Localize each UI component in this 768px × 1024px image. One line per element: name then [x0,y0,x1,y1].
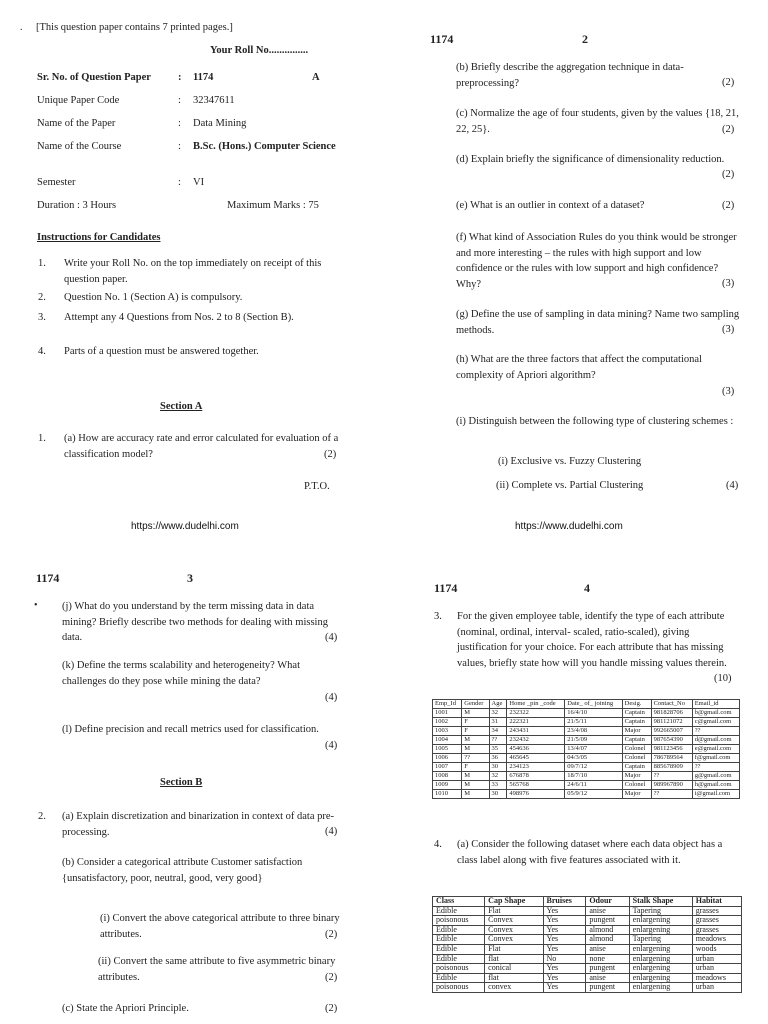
question-1f: (f) What kind of Association Rules do you think would be stronger and more interesting – the rules with high support and low confidence or the rules with low support and high confidence? Why? [456,232,737,290]
margin-dot: . [20,22,23,33]
mushroom-table-cell: Yes [543,944,586,954]
marks: (4) [325,632,338,643]
question-2c: (c) State the Apriori Principle. [62,1003,189,1014]
employee-table-cell: 32 [489,709,507,718]
employee-table-cell: 32 [489,772,507,781]
question-1g: (g) Define the use of sampling in data mining? Name two sampling methods. [456,309,740,336]
employee-table-cell: 465645 [507,754,565,763]
mushroom-table-cell: Convex [485,925,543,935]
mushroom-table-cell: No [543,954,586,964]
mushroom-table-cell: Edible [433,954,485,964]
mushroom-table-cell: poisonous [433,916,485,926]
pto: P.T.O. [304,481,330,492]
employee-table-cell: M [462,745,489,754]
instruction-num: 2. [38,292,46,303]
page-number: 3 [187,571,193,585]
mushroom-table-cell: Yes [543,973,586,983]
paper-set: A [312,72,320,83]
employee-table-cell: Captain [622,736,651,745]
employee-table-header-cell: Email_id [692,700,739,709]
mushroom-table-header-cell: Cap Shape [485,897,543,907]
employee-table-cell: 1003 [433,727,462,736]
footer-url[interactable]: https://www.dudelhi.com [515,521,623,532]
mushroom-table-cell: none [586,954,629,964]
employee-table-row [433,772,740,781]
mushroom-table-header-cell: Bruises [543,897,586,907]
employee-table-cell: Major [622,772,651,781]
mushroom-table-header-cell: Stalk Shape [629,897,692,907]
instruction-text: Attempt any 4 Questions from Nos. 2 to 8 (Section B). [64,312,294,323]
employee-table-cell: ?? [462,754,489,763]
info-label: Unique Paper Code [37,95,120,106]
marks: (2) [324,449,337,460]
marks: (3) [722,324,735,335]
employee-table-cell: ?? [651,790,692,799]
employee-table-cell: 885678909 [651,763,692,772]
employee-table-cell: Colonel [622,781,651,790]
employee-table-cell: Captain [622,763,651,772]
mushroom-table-cell: enlargening [629,983,692,993]
employee-table-cell: F [462,718,489,727]
section-a-heading: Section A [160,401,203,412]
mushroom-table-cell: pungent [586,916,629,926]
instruction-num: 3. [38,312,46,323]
mushroom-table-header-cell: Habitat [692,897,741,907]
employee-table-cell: 232432 [507,736,565,745]
question-1c: (c) Normalize the age of four students, given by the values {18, 21, 22, 25}. [456,108,739,135]
employee-table-cell: 21/5/09 [565,736,622,745]
marks: (10) [714,673,732,684]
mushroom-table-cell: flat [485,973,543,983]
employee-table-cell: 454636 [507,745,565,754]
employee-table-cell: 35 [489,745,507,754]
employee-table-row [433,763,740,772]
employee-table-cell: 1010 [433,790,462,799]
mushroom-table-cell: urban [692,964,741,974]
employee-table-row [433,745,740,754]
mushroom-table-cell: convex [485,983,543,993]
employee-table-cell: M [462,781,489,790]
marks: (3) [722,386,735,397]
mushroom-table-cell: grasses [692,916,741,926]
info-sep: : [178,118,181,129]
employee-table-cell: 498976 [507,790,565,799]
marks: (4) [325,740,338,751]
mushroom-table-cell: flat [485,954,543,964]
employee-table-cell: i@gmail.com [692,790,739,799]
employee-table-cell: 34 [489,727,507,736]
employee-table-cell: 1009 [433,781,462,790]
mushroom-table-cell: Tapering [629,906,692,916]
mushroom-table-cell: enlargening [629,944,692,954]
employee-table-header-cell: Home _pin _code [507,700,565,709]
info-label: Semester [37,177,76,188]
employee-table-cell: 36 [489,754,507,763]
question-number: 1. [38,433,46,444]
employee-table-cell: Major [622,790,651,799]
employee-table-cell: 989967890 [651,781,692,790]
margin-dot: • [34,600,38,611]
employee-table-cell: 30 [489,790,507,799]
info-sep: : [178,177,181,188]
employee-table-cell: ?? [651,772,692,781]
employee-table-header-cell: Emp_Id [433,700,462,709]
mushroom-table [432,896,742,993]
instructions-title: Instructions for Candidates [37,232,161,243]
instruction-text: Parts of a question must be answered together. [64,346,259,357]
employee-table-cell: F [462,763,489,772]
question-2b-i: (i) Convert the above categorical attribute to three binary attributes. [100,913,340,940]
marks: (2) [325,1003,338,1014]
employee-table-cell: 1007 [433,763,462,772]
question-1a: (a) How are accuracy rate and error calculated for evaluation of a classification model? [64,433,339,460]
employee-table-row [433,790,740,799]
employee-table-cell: g@gmail.com [692,772,739,781]
footer-url[interactable]: https://www.dudelhi.com [131,521,239,532]
mushroom-table-cell: enlargening [629,925,692,935]
employee-table-cell: d@gmail.com [692,736,739,745]
page-2 [384,0,768,532]
employee-table-cell: Major [622,727,651,736]
page-number: 4 [584,581,590,595]
mushroom-table-cell: Yes [543,935,586,945]
instruction-num: 1. [38,258,46,269]
employee-table-cell: h@gmail.com [692,781,739,790]
employee-table-cell: Colonel [622,754,651,763]
mushroom-table-cell: urban [692,954,741,964]
mushroom-table-cell: Convex [485,916,543,926]
employee-table-cell: ?? [692,727,739,736]
marks: (4) [325,692,338,703]
mushroom-table-cell: enlargening [629,954,692,964]
info-value: 1174 [193,72,214,83]
instruction-text: Write your Roll No. on the top immediately on receipt of this question paper. [64,258,322,285]
question-1e: (e) What is an outlier in context of a dataset? [456,200,645,211]
max-marks: Maximum Marks : 75 [227,200,319,211]
mushroom-table-cell: pungent [586,983,629,993]
mushroom-table-cell: Flat [485,944,543,954]
employee-table-cell: 234123 [507,763,565,772]
mushroom-table-row [433,944,742,954]
employee-table-header-cell: Date_ of_ joining [565,700,622,709]
employee-table-cell: 24/6/11 [565,781,622,790]
question-1i: (i) Distinguish between the following type of clustering schemes : [456,416,734,427]
mushroom-table-row [433,983,742,993]
mushroom-table-cell: Edible [433,944,485,954]
mushroom-table-cell: poisonous [433,983,485,993]
roll-no-line: Your Roll No............... [210,45,309,56]
marks: (2) [722,169,735,180]
marks: (4) [325,826,338,837]
mushroom-table-cell: Tapering [629,935,692,945]
marks: (2) [722,200,735,211]
employee-table-cell: 23/4/08 [565,727,622,736]
mushroom-table-cell: Flat [485,906,543,916]
employee-table-cell: Colonel [622,745,651,754]
mushroom-table-header-cell: Class [433,897,485,907]
mushroom-table-cell: meadows [692,935,741,945]
mushroom-table-cell: grasses [692,906,741,916]
marks: (2) [325,929,338,940]
mushroom-table-cell: Edible [433,925,485,935]
page-1 [0,0,384,532]
employee-table-cell: 1004 [433,736,462,745]
info-label: Name of the Paper [37,118,116,129]
employee-table-cell: 981828706 [651,709,692,718]
mushroom-table-cell: urban [692,983,741,993]
marks: (2) [722,124,735,135]
info-label: Name of the Course [37,141,122,152]
question-4a: (a) Consider the following dataset where each data object has a class label along with five features associated with it. [457,839,723,866]
mushroom-table-cell: enlargening [629,916,692,926]
info-sep: : [178,72,182,83]
employee-table-cell: b@gmail.com [692,709,739,718]
mushroom-table-cell: Yes [543,983,586,993]
mushroom-table-cell: poisonous [433,964,485,974]
employee-table-cell: 981123456 [651,745,692,754]
question-3: For the given employee table, identify the type of each attribute (nominal, ordinal, interval- scaled, ratio-scaled), giving justification for your choice. For each attribute that has missing values, briefly state how will you handle missing values therein. [457,611,727,669]
info-value: VI [193,177,205,188]
info-sep: : [178,95,181,106]
mushroom-table-cell: Yes [543,964,586,974]
employee-table-cell: 676878 [507,772,565,781]
question-number: 2. [38,811,46,822]
employee-table-cell: e@gmail.com [692,745,739,754]
employee-table-cell: 232322 [507,709,565,718]
employee-table-cell: 13/4/07 [565,745,622,754]
employee-table-cell: 04/3/05 [565,754,622,763]
employee-table-cell: 987654390 [651,736,692,745]
mushroom-table-cell: grasses [692,925,741,935]
employee-table-cell: Captain [622,718,651,727]
mushroom-table-header-cell: Odour [586,897,629,907]
employee-table-cell: M [462,736,489,745]
employee-table-cell: f@gmail.com [692,754,739,763]
employee-table-cell: 243431 [507,727,565,736]
employee-table-cell: 18/7/10 [565,772,622,781]
employee-table-cell: M [462,790,489,799]
question-1i-sub: (ii) Complete vs. Partial Clustering [496,480,644,491]
paper-code: 1174 [434,581,458,595]
employee-table-cell: M [462,772,489,781]
question-1h: (h) What are the three factors that affect the computational complexity of Apriori algorithm? [456,354,702,381]
page-3 [0,512,384,1024]
mushroom-table-cell: anise [586,944,629,954]
question-number: 3. [434,611,442,622]
employee-table-cell: 981121072 [651,718,692,727]
printed-pages-note: [This question paper contains 7 printed pages.] [36,22,233,33]
info-value: Data Mining [193,118,247,129]
marks: (4) [726,480,739,491]
employee-table-cell: 31 [489,718,507,727]
mushroom-table-cell: Yes [543,916,586,926]
mushroom-table-cell: anise [586,906,629,916]
mushroom-table-cell: Edible [433,973,485,983]
employee-table-cell: 992665007 [651,727,692,736]
mushroom-table-cell: anise [586,973,629,983]
employee-table-row [433,709,740,718]
employee-table-cell: 1002 [433,718,462,727]
marks: (3) [722,278,735,289]
question-2b: (b) Consider a categorical attribute Customer satisfaction {unsatisfactory, poor, neutral, good, very good} [62,857,303,884]
page-4 [384,512,768,1024]
section-b-heading: Section B [160,777,203,788]
employee-table-cell: ?? [489,736,507,745]
info-value: 32347611 [193,95,235,106]
employee-table-cell: 222321 [507,718,565,727]
question-2a: (a) Explain discretization and binarization in context of data pre-processing. [62,811,335,838]
mushroom-table-cell: enlargening [629,964,692,974]
question-1j: (j) What do you understand by the term missing data in data mining? Briefly describe two methods for dealing with missing data. [62,601,328,643]
employee-table-header-cell: Gender [462,700,489,709]
employee-table-cell: 1005 [433,745,462,754]
employee-table-cell: 1008 [433,772,462,781]
mushroom-table-cell: meadows [692,973,741,983]
employee-table-cell: 565768 [507,781,565,790]
employee-table-cell: ?? [692,763,739,772]
mushroom-table-cell: woods [692,944,741,954]
duration: Duration : 3 Hours [37,200,117,211]
question-1d: (d) Explain briefly the significance of dimensionality reduction. [456,154,725,165]
question-1i-sub: (i) Exclusive vs. Fuzzy Clustering [498,456,642,467]
employee-table-cell: 1001 [433,709,462,718]
mushroom-table-row [433,916,742,926]
employee-table-cell: 33 [489,781,507,790]
marks: (2) [722,77,735,88]
employee-table-cell: c@gmail.com [692,718,739,727]
info-label: Sr. No. of Question Paper [37,72,151,83]
employee-table-header-cell: Age [489,700,507,709]
question-1b: (b) Briefly describe the aggregation technique in data-preprocessing? [456,62,684,89]
mushroom-table-cell: almond [586,935,629,945]
info-sep: : [178,141,181,152]
employee-table-cell: 05/9/12 [565,790,622,799]
employee-table-cell: 786789564 [651,754,692,763]
info-value: B.Sc. (Hons.) Computer Science [193,141,336,152]
question-1k: (k) Define the terms scalability and heterogeneity? What challenges do they pose while mining the data? [62,660,301,687]
employee-table-row [433,727,740,736]
mushroom-table-cell: conical [485,964,543,974]
employee-table-cell: 16/4/10 [565,709,622,718]
employee-table-row [433,781,740,790]
employee-table-cell: 21/5/11 [565,718,622,727]
employee-table-cell: M [462,709,489,718]
mushroom-table-cell: enlargening [629,973,692,983]
employee-table-cell: Captain [622,709,651,718]
question-1l: (l) Define precision and recall metrics used for classification. [62,724,319,735]
instruction-text: Question No. 1 (Section A) is compulsory. [64,292,243,303]
marks: (2) [325,972,338,983]
employee-table-header-cell: Contact_No [651,700,692,709]
mushroom-table-cell: Edible [433,906,485,916]
employee-table-cell: 09/7/12 [565,763,622,772]
question-number: 4. [434,839,442,850]
mushroom-table-cell: Yes [543,925,586,935]
employee-table-header-cell: Desig. [622,700,651,709]
employee-table-cell: 1006 [433,754,462,763]
mushroom-table-cell: Yes [543,906,586,916]
mushroom-table-row [433,964,742,974]
page-number: 2 [582,32,588,46]
paper-code: 1174 [36,571,60,585]
question-2b-ii: (ii) Convert the same attribute to five asymmetric binary attributes. [98,956,336,983]
employee-table-cell: 30 [489,763,507,772]
employee-table-row [433,736,740,745]
instruction-num: 4. [38,346,46,357]
employee-table-cell: F [462,727,489,736]
mushroom-table-cell: pungent [586,964,629,974]
employee-table-row [433,754,740,763]
mushroom-table-cell: Edible [433,935,485,945]
paper-code: 1174 [430,32,454,46]
employee-table [432,699,740,799]
mushroom-table-cell: Convex [485,935,543,945]
mushroom-table-cell: almond [586,925,629,935]
employee-table-row [433,718,740,727]
